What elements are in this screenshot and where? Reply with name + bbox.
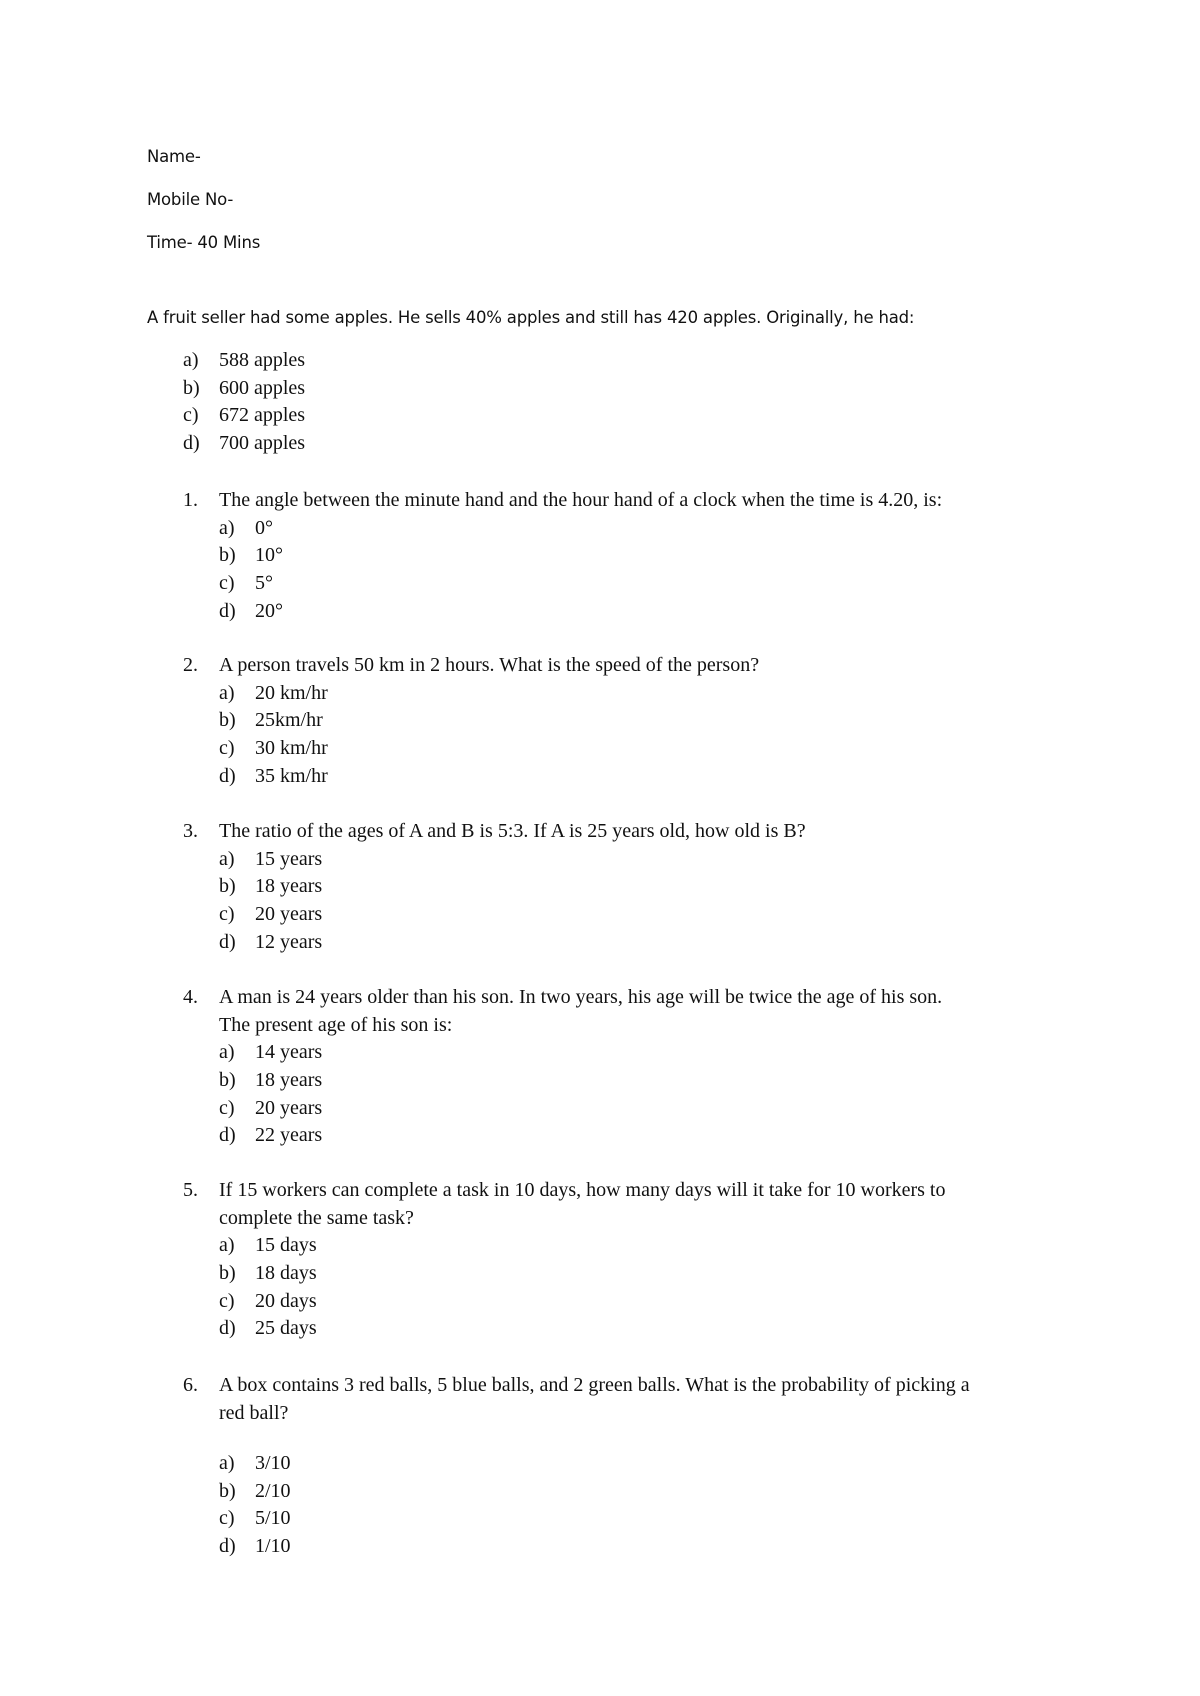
option-text: 25 days xyxy=(255,1317,317,1340)
time-label: Time- 40 Mins xyxy=(147,233,261,252)
option-label: a) xyxy=(219,847,235,870)
question-number: 5. xyxy=(183,1179,198,1201)
option-text: 672 apples xyxy=(219,404,306,427)
option-label: a) xyxy=(219,1041,235,1064)
question-line: The angle between the minute hand and the hour hand of a clock when the time is 4.20, is: xyxy=(219,489,943,511)
option-text: 18 years xyxy=(255,875,323,898)
question-line: If 15 workers can complete a task in 10 days, how many days will it take for 10 workers to xyxy=(219,1179,946,1201)
question-number: 2. xyxy=(183,654,198,676)
option-text: 588 apples xyxy=(219,349,306,371)
option-label: a) xyxy=(219,1234,235,1257)
question-text xyxy=(219,1372,1069,1427)
option-text: 20 years xyxy=(255,903,323,926)
option-text: 14 years xyxy=(255,1041,323,1064)
question-line: A man is 24 years older than his son. In two years, his age will be twice the age of his son. xyxy=(219,986,943,1008)
option-label: d) xyxy=(219,599,236,622)
question-text xyxy=(219,1177,1069,1232)
question-text xyxy=(219,487,1069,515)
option-text: 30 km/hr xyxy=(255,737,328,760)
option-text: 15 days xyxy=(255,1234,317,1257)
option-text: 0° xyxy=(255,516,273,539)
option-text: 2/10 xyxy=(255,1479,291,1502)
option-label: c) xyxy=(219,1096,235,1119)
question-line: The present age of his son is: xyxy=(219,1013,453,1036)
option-text: 1/10 xyxy=(255,1535,291,1558)
option-text: 20° xyxy=(255,599,283,622)
option-text: 3/10 xyxy=(255,1452,291,1474)
option-label: d) xyxy=(183,432,200,455)
question-text xyxy=(219,652,1069,680)
option-label: a) xyxy=(183,349,199,371)
question-line: A person travels 50 km in 2 hours. What is the speed of the person? xyxy=(219,654,760,676)
option-label: a) xyxy=(219,1452,235,1474)
question-line: complete the same task? xyxy=(219,1206,414,1229)
option-label: d) xyxy=(219,1317,236,1340)
option-text: 18 days xyxy=(255,1262,317,1285)
option-label: c) xyxy=(219,1289,235,1312)
option-label: d) xyxy=(219,764,236,787)
question-line: The ratio of the ages of A and B is 5:3. If A is 25 years old, how old is B? xyxy=(219,820,806,842)
question-number: 3. xyxy=(183,820,198,842)
option-label: b) xyxy=(219,875,236,898)
option-text: 10° xyxy=(255,544,283,567)
option-label: d) xyxy=(219,1124,236,1147)
option-label: b) xyxy=(219,544,236,567)
option-text: 22 years xyxy=(255,1124,323,1147)
option-text: 12 years xyxy=(255,930,323,953)
option-label: b) xyxy=(219,1262,236,1285)
option-text: 35 km/hr xyxy=(255,764,328,787)
option-label: a) xyxy=(219,516,235,539)
option-label: c) xyxy=(219,572,235,595)
option-label: c) xyxy=(219,903,235,926)
option-text: 20 years xyxy=(255,1096,323,1119)
option-label: b) xyxy=(219,709,236,732)
option-label: c) xyxy=(219,1507,235,1530)
option-label: b) xyxy=(183,376,200,399)
option-label: b) xyxy=(219,1479,236,1502)
option-label: d) xyxy=(219,930,236,953)
option-text: 25km/hr xyxy=(255,709,323,732)
name-label: Name- xyxy=(147,147,201,166)
option-text: 18 years xyxy=(255,1069,323,1092)
option-text: 5/10 xyxy=(255,1507,291,1530)
option-label: a) xyxy=(219,681,235,704)
option-label: b) xyxy=(219,1069,236,1092)
intro-question-text: A fruit seller had some apples. He sells 40% apples and still has 420 apples. Originally, he had: xyxy=(147,308,915,327)
question-number: 6. xyxy=(183,1374,198,1396)
mobile-label: Mobile No- xyxy=(147,190,234,209)
option-label: d) xyxy=(219,1535,236,1558)
option-text: 20 days xyxy=(255,1289,317,1312)
option-label: c) xyxy=(219,737,235,760)
question-number: 1. xyxy=(183,489,198,511)
question-line: A box contains 3 red balls, 5 blue balls, and 2 green balls. What is the probability of picking a xyxy=(219,1374,970,1396)
option-text: 5° xyxy=(255,572,273,595)
option-text: 700 apples xyxy=(219,432,306,455)
question-text xyxy=(219,984,1069,1039)
option-text: 600 apples xyxy=(219,376,306,399)
question-text xyxy=(219,818,1069,846)
option-label: c) xyxy=(183,404,199,427)
question-number: 4. xyxy=(183,986,198,1008)
option-text: 20 km/hr xyxy=(255,681,328,704)
question-line: red ball? xyxy=(219,1401,289,1424)
option-text: 15 years xyxy=(255,847,323,870)
